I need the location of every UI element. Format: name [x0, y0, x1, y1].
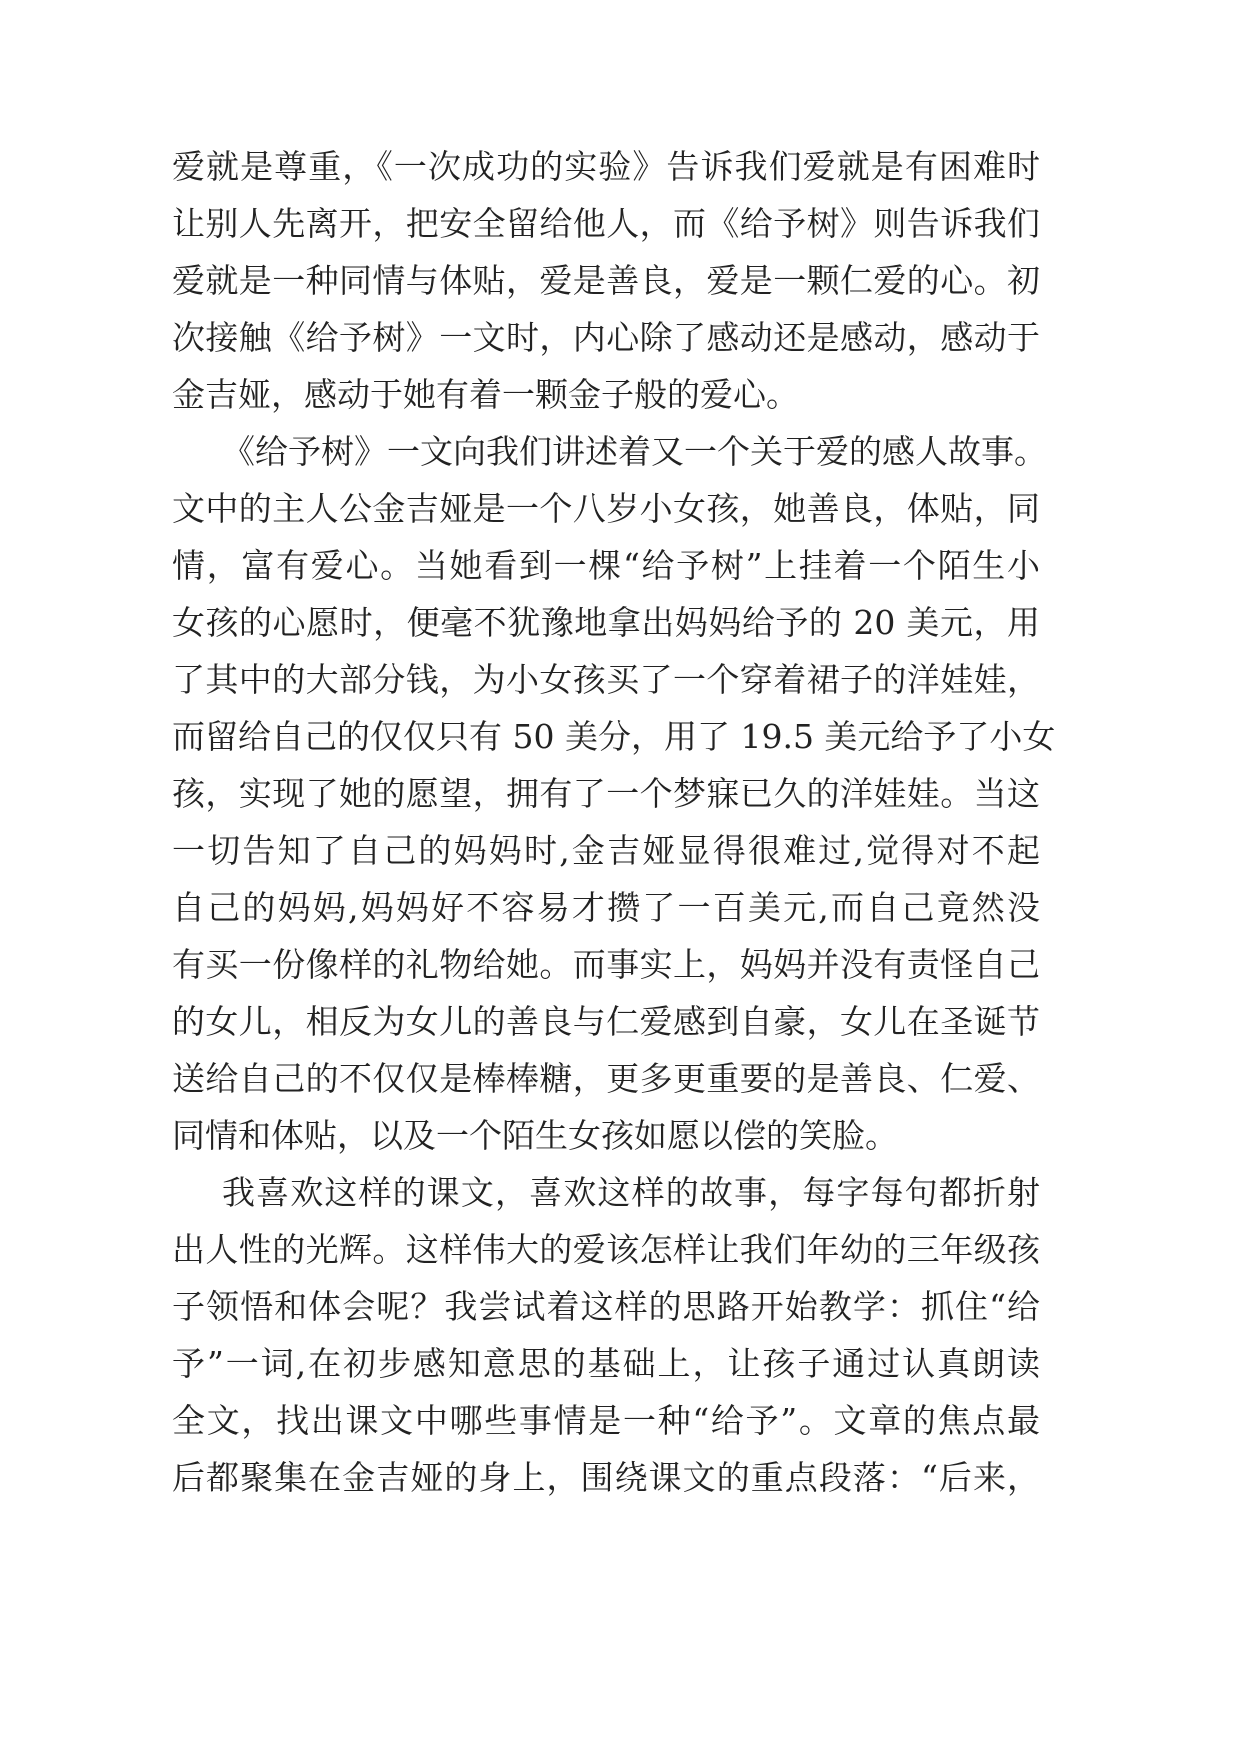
text-line: 情，富有爱心。当她看到一棵“给予树”上挂着一个陌生小 — [172, 546, 1040, 585]
text-line: 后都聚集在金吉娅的身上，围绕课文的重点段落：“后来， — [172, 1458, 1040, 1497]
text-line: 子领悟和体会呢？我尝试着这样的思路开始教学：抓住“给 — [172, 1287, 1040, 1326]
text-line: 出人性的光辉。这样伟大的爱该怎样让我们年幼的三年级孩 — [172, 1230, 1040, 1269]
text-line: 送给自己的不仅仅是棒棒糖，更多更重要的是善良、仁爱、 — [172, 1059, 1040, 1098]
text-line: 同情和体贴，以及一个陌生女孩如愿以偿的笑脸。 — [172, 1116, 898, 1155]
text-line: 孩，实现了她的愿望，拥有了一个梦寐已久的洋娃娃。当这 — [172, 774, 1040, 813]
text-line: 金吉娅，感动于她有着一颗金子般的爱心。 — [172, 375, 799, 414]
text-line: 女孩的心愿时，便毫不犹豫地拿出妈妈给予的 20 美元，用 — [172, 603, 1040, 642]
text-line: 有买一份像样的礼物给她。而事实上，妈妈并没有责怪自己 — [172, 945, 1040, 984]
text-line: 次接触《给予树》一文时，内心除了感动还是感动，感动于 — [172, 318, 1040, 357]
text-line: 让别人先离开，把安全留给他人，而《给予树》则告诉我们 — [172, 204, 1040, 243]
text-line: 的女儿，相反为女儿的善良与仁爱感到自豪，女儿在圣诞节 — [172, 1002, 1040, 1041]
text-line: 一切告知了自己的妈妈时,金吉娅显得很难过,觉得对不起 — [172, 831, 1040, 870]
text-line: 我喜欢这样的课文，喜欢这样的故事，每字每句都折射 — [222, 1173, 1040, 1212]
text-line: 爱就是尊重，《一次成功的实验》告诉我们爱就是有困难时 — [172, 147, 1040, 186]
text-line: 文中的主人公金吉娅是一个八岁小女孩，她善良，体贴，同 — [172, 489, 1040, 528]
text-line: 爱就是一种同情与体贴，爱是善良，爱是一颗仁爱的心。初 — [172, 261, 1040, 300]
text-line: 予”一词,在初步感知意思的基础上，让孩子通过认真朗读 — [172, 1344, 1040, 1383]
text-line: 《给予树》一文向我们讲述着又一个关于爱的感人故事。 — [222, 432, 1047, 471]
text-line: 了其中的大部分钱，为小女孩买了一个穿着裙子的洋娃娃， — [172, 660, 1040, 699]
text-line: 而留给自己的仅仅只有 50 美分，用了 19.5 美元给予了小女 — [172, 717, 1056, 756]
text-line: 自己的妈妈,妈妈好不容易才攒了一百美元,而自己竟然没 — [172, 888, 1040, 927]
text-line: 全文，找出课文中哪些事情是一种“给予”。文章的焦点最 — [172, 1401, 1040, 1440]
